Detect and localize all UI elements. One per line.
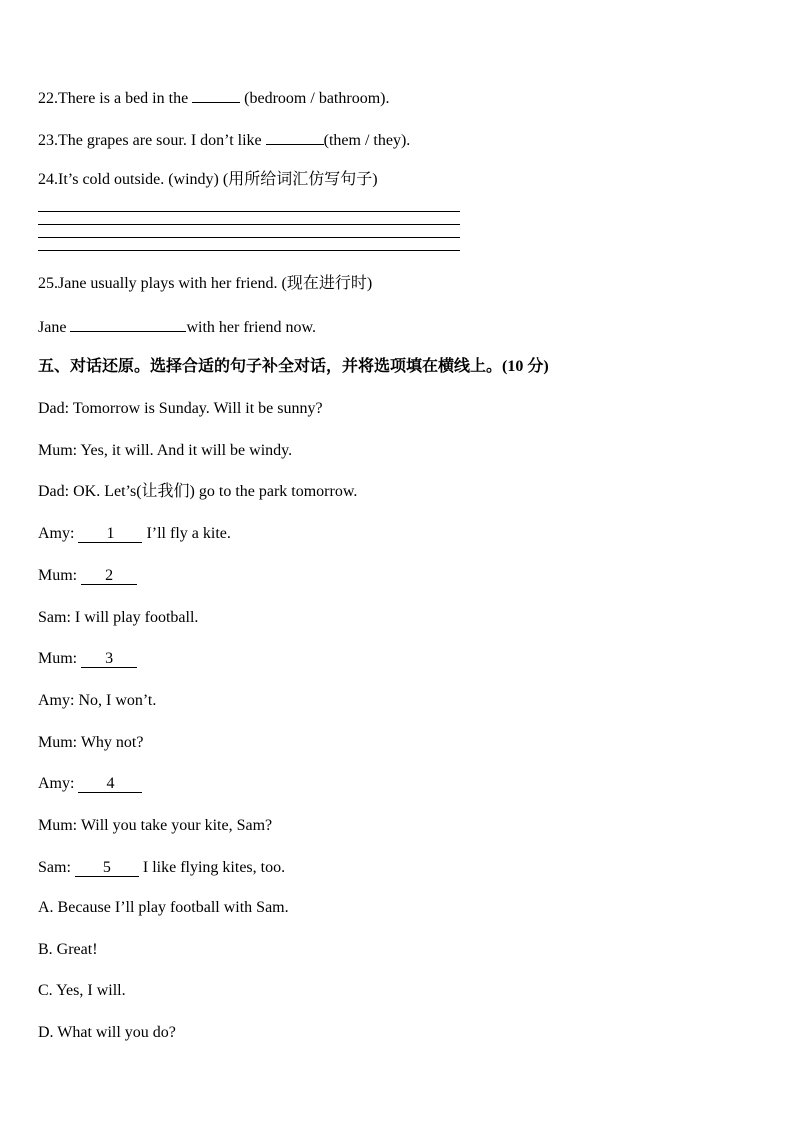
dialogue-line [38, 566, 137, 586]
answer-prefix: Jane [38, 319, 67, 336]
question-text: It’s cold outside. (windy) (用所给词汇仿写句子) [58, 171, 378, 188]
question-25-answer [38, 316, 316, 338]
dialogue-line [38, 608, 198, 628]
speaker-label: Mum: [38, 650, 82, 667]
option-a: A. Because I’ll play football with Sam. [38, 899, 289, 916]
dialogue-text: I’ll fly a kite. [146, 525, 231, 542]
speaker-label: Dad: [38, 483, 74, 500]
dialogue-line [38, 858, 285, 878]
writing-line[interactable] [38, 224, 460, 225]
answer-blank-1[interactable]: 1 [78, 526, 142, 543]
question-25 [38, 274, 372, 294]
dialogue-text: No, I won’t. [78, 692, 157, 709]
question-text: The grapes are sour. I don’t like [58, 132, 262, 149]
answer-blank[interactable] [192, 87, 240, 103]
speaker-label: Amy: [38, 775, 79, 792]
speaker-label: Sam: [38, 859, 75, 876]
speaker-label: Dad: [38, 400, 73, 417]
writing-line[interactable] [38, 237, 460, 238]
speaker-label: Mum: [38, 734, 81, 751]
answer-blank-4[interactable]: 4 [78, 776, 142, 793]
answer-blank-2[interactable]: 2 [81, 568, 137, 585]
answer-blank[interactable] [70, 316, 186, 332]
speaker-label: Mum: [38, 567, 82, 584]
question-number: 25. [38, 275, 58, 292]
dialogue-text: Tomorrow is Sunday. Will it be sunny? [72, 400, 323, 417]
writing-line[interactable] [38, 250, 460, 251]
question-23 [38, 129, 410, 151]
section-title: 五、对话还原。选择合适的句子补全对话，并将选项填在横线上。(10 分) [38, 358, 549, 375]
answer-suffix: with her friend now. [186, 319, 317, 336]
speaker-label: Amy: [38, 525, 79, 542]
dialogue-line [38, 691, 156, 711]
dialogue-text: I like flying kites, too. [142, 859, 286, 876]
dialogue-line [38, 649, 137, 669]
answer-blank-5[interactable]: 5 [75, 860, 139, 877]
question-number: 24. [38, 171, 58, 188]
dialogue-line [38, 733, 143, 753]
speaker-label: Mum: [38, 442, 81, 459]
question-text: There is a bed in the [58, 90, 189, 107]
question-number: 23. [38, 132, 58, 149]
dialogue-text: I will play football. [74, 609, 199, 626]
speaker-label: Mum: [38, 817, 81, 834]
dialogue-text: Why not? [80, 734, 144, 751]
question-choices: (them / they). [323, 132, 411, 149]
dialogue-line [38, 524, 231, 544]
question-number: 22. [38, 90, 58, 107]
dialogue-line [38, 774, 142, 794]
speaker-label: Amy: [38, 692, 79, 709]
dialogue-line [38, 399, 323, 419]
dialogue-line [38, 482, 357, 502]
question-24 [38, 170, 378, 190]
option-b: B. Great! [38, 941, 98, 958]
speaker-label: Sam: [38, 609, 75, 626]
dialogue-line [38, 441, 292, 461]
answer-blank[interactable] [266, 129, 324, 145]
question-choices: (bedroom / bathroom). [244, 90, 390, 107]
writing-line[interactable] [38, 211, 460, 212]
option-d: D. What will you do? [38, 1024, 176, 1041]
dialogue-line [38, 816, 272, 836]
question-22 [38, 87, 389, 109]
question-text: Jane usually plays with her friend. (现在进行时) [58, 275, 373, 292]
dialogue-text: Will you take your kite, Sam? [80, 817, 273, 834]
answer-blank-3[interactable]: 3 [81, 651, 137, 668]
dialogue-text: Yes, it will. And it will be windy. [80, 442, 293, 459]
option-c: C. Yes, I will. [38, 982, 126, 999]
dialogue-text: OK. Let’s(让我们) go to the park tomorrow. [73, 483, 358, 500]
